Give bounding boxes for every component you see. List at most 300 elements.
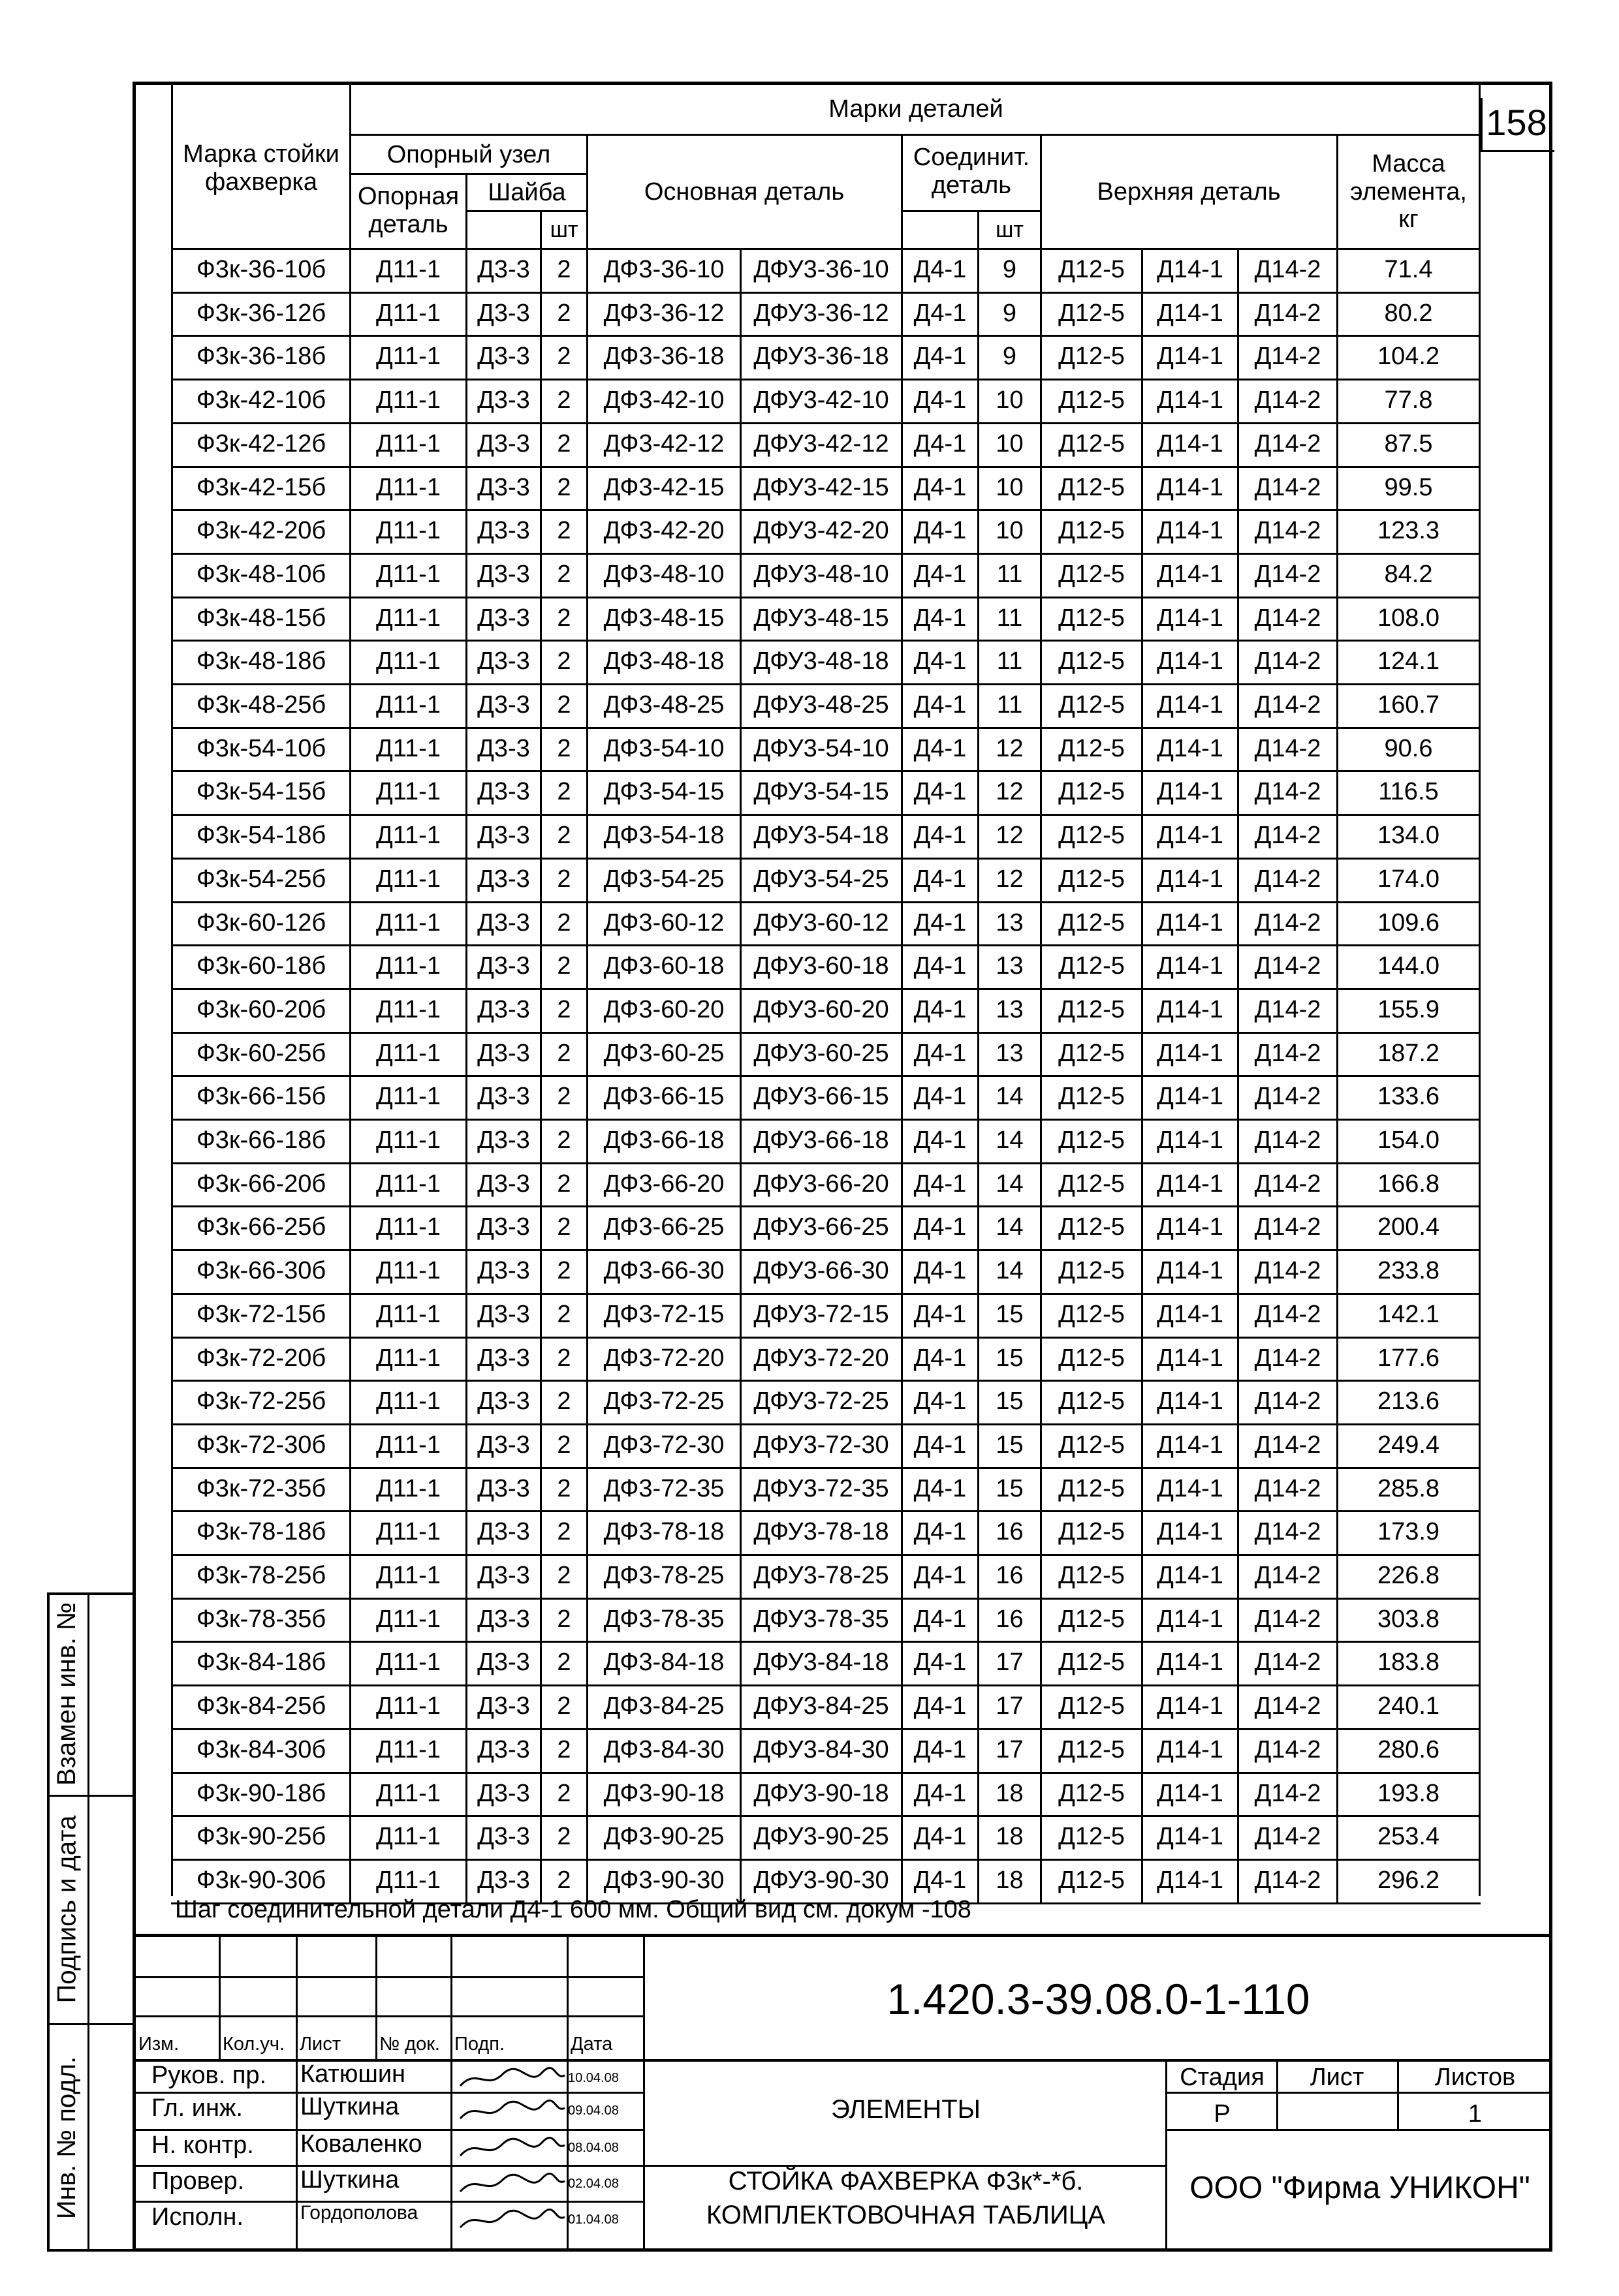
cell-main-part-u: ДФУ3-78-18 <box>753 1517 889 1545</box>
cell-washer: Д3-3 <box>477 1648 530 1676</box>
cell-stand-mark: Ф3к-72-15б <box>196 1300 326 1328</box>
cell-main-part-u: ДФУ3-72-20 <box>753 1344 889 1372</box>
cell-support-part: Д11-1 <box>376 865 441 893</box>
cell-main-part: ДФ3-60-12 <box>603 908 725 937</box>
cell-stand-mark: Ф3к-60-25б <box>196 1039 326 1067</box>
cell-support-part: Д11-1 <box>376 1213 441 1241</box>
cell-top-part-3: Д14-2 <box>1254 299 1321 327</box>
cell-main-part-u: ДФУ3-36-18 <box>753 342 889 370</box>
cell-support-part: Д11-1 <box>376 908 441 937</box>
cell-stand-mark: Ф3к-72-25б <box>196 1387 326 1415</box>
cell-washer: Д3-3 <box>477 1474 530 1502</box>
cell-connector: Д4-1 <box>913 1039 967 1067</box>
tb-vline <box>219 1935 221 2059</box>
cell-washer: Д3-3 <box>477 1170 530 1198</box>
cell-connector-qty: 18 <box>996 1866 1024 1894</box>
cell-top-part-1: Д12-5 <box>1058 777 1125 805</box>
cell-top-part-1: Д12-5 <box>1058 560 1125 588</box>
cell-top-part-1: Д12-5 <box>1058 1648 1125 1676</box>
cell-stand-mark: Ф3к-66-15б <box>196 1082 326 1110</box>
tb-date: 09.04.08 <box>568 2103 619 2118</box>
cell-support-part: Д11-1 <box>376 1170 441 1198</box>
cell-main-part-u: ДФУ3-84-18 <box>753 1648 889 1676</box>
tb-top-line <box>134 1934 1551 1937</box>
tb-date: 08.04.08 <box>568 2141 619 2155</box>
cell-connector: Д4-1 <box>913 1692 967 1720</box>
cell-washer: Д3-3 <box>477 1822 530 1850</box>
cell-stand-mark: Ф3к-54-10б <box>196 734 326 762</box>
cell-connector-qty: 13 <box>996 995 1024 1023</box>
cell-mass: 296.2 <box>1377 1866 1440 1894</box>
cell-connector: Д4-1 <box>913 865 967 893</box>
cell-washer-qty: 2 <box>557 1735 571 1763</box>
cell-connector-qty: 12 <box>996 821 1024 849</box>
cell-top-part-3: Д14-2 <box>1254 1126 1321 1154</box>
cell-top-part-1: Д12-5 <box>1058 1344 1125 1372</box>
cell-washer: Д3-3 <box>477 516 530 544</box>
cell-support-part: Д11-1 <box>376 1822 441 1850</box>
cell-main-part: ДФ3-48-18 <box>603 647 725 675</box>
hdr-line <box>903 210 1041 212</box>
cell-stand-mark: Ф3к-66-25б <box>196 1213 326 1241</box>
tb-name: Гордополова <box>300 2202 418 2224</box>
header-main-part: Основная деталь <box>644 178 845 206</box>
cell-washer-qty: 2 <box>557 1561 571 1589</box>
cell-mass: 104.2 <box>1377 342 1440 370</box>
header-stand-mark: Марка стойки фахверка <box>183 140 339 196</box>
cell-connector: Д4-1 <box>913 473 967 501</box>
cell-mass: 142.1 <box>1377 1300 1440 1328</box>
cell-connector: Д4-1 <box>913 1866 967 1894</box>
cell-connector-qty: 15 <box>996 1431 1024 1459</box>
cell-connector: Д4-1 <box>913 821 967 849</box>
cell-connector-qty: 11 <box>996 690 1023 719</box>
cell-main-part: ДФ3-36-10 <box>603 255 725 283</box>
hdr-line <box>467 210 588 212</box>
cell-washer-qty: 2 <box>557 1170 571 1198</box>
cell-connector: Д4-1 <box>913 1256 967 1284</box>
cell-main-part-u: ДФУ3-36-10 <box>753 255 889 283</box>
cell-top-part-2: Д14-1 <box>1157 734 1223 762</box>
cell-main-part-u: ДФУ3-54-25 <box>753 865 889 893</box>
header-mass: Масса элемента, кг <box>1350 150 1467 234</box>
cell-connector-qty: 15 <box>996 1387 1024 1415</box>
tb-col-header: Изм. <box>138 2034 180 2055</box>
cell-main-part: ДФ3-36-18 <box>603 342 725 370</box>
cell-top-part-1: Д12-5 <box>1058 1517 1125 1545</box>
cell-main-part: ДФ3-72-30 <box>603 1431 725 1459</box>
cell-top-part-2: Д14-1 <box>1157 1822 1223 1850</box>
tb-date: 02.04.08 <box>568 2177 619 2191</box>
cell-connector: Д4-1 <box>913 777 967 805</box>
cell-top-part-3: Д14-2 <box>1254 1213 1321 1241</box>
cell-top-part-1: Д12-5 <box>1058 516 1125 544</box>
cell-top-part-1: Д12-5 <box>1058 1387 1125 1415</box>
cell-connector-qty: 15 <box>996 1474 1024 1502</box>
cell-top-part-3: Д14-2 <box>1254 560 1321 588</box>
cell-connector: Д4-1 <box>913 952 967 980</box>
cell-washer-qty: 2 <box>557 865 571 893</box>
cell-stand-mark: Ф3к-42-10б <box>196 386 326 414</box>
cell-washer-qty: 2 <box>557 908 571 937</box>
cell-stand-mark: Ф3к-60-18б <box>196 952 326 980</box>
header-connector: Соединит. деталь <box>913 144 1030 199</box>
cell-main-part: ДФ3-84-25 <box>603 1692 725 1720</box>
cell-top-part-3: Д14-2 <box>1254 1300 1321 1328</box>
cell-connector-qty: 11 <box>996 604 1023 632</box>
cell-top-part-2: Д14-1 <box>1157 908 1223 937</box>
cell-top-part-2: Д14-1 <box>1157 647 1223 675</box>
cell-washer-qty: 2 <box>557 1039 571 1067</box>
tb-vline <box>296 1935 298 2059</box>
cell-top-part-3: Д14-2 <box>1254 1779 1321 1807</box>
cell-connector: Д4-1 <box>913 1170 967 1198</box>
cell-stand-mark: Ф3к-54-25б <box>196 865 326 893</box>
cell-connector: Д4-1 <box>913 1561 967 1589</box>
hdr-vline <box>1479 85 1481 1896</box>
cell-top-part-2: Д14-1 <box>1157 1213 1223 1241</box>
cell-mass: 71.4 <box>1384 255 1433 283</box>
cell-main-part-u: ДФУ3-60-18 <box>753 952 889 980</box>
cell-connector: Д4-1 <box>913 560 967 588</box>
cell-top-part-3: Д14-2 <box>1254 1387 1321 1415</box>
cell-washer-qty: 2 <box>557 473 571 501</box>
cell-support-part: Д11-1 <box>376 299 441 327</box>
cell-connector-qty: 10 <box>996 386 1024 414</box>
cell-washer-qty: 2 <box>557 299 571 327</box>
company-name: ООО "Фирма УНИКОН" <box>1189 2171 1530 2205</box>
cell-support-part: Д11-1 <box>376 1344 441 1372</box>
cell-connector: Д4-1 <box>913 1822 967 1850</box>
cell-stand-mark: Ф3к-42-12б <box>196 429 326 458</box>
cell-connector: Д4-1 <box>913 386 967 414</box>
cell-support-part: Д11-1 <box>376 690 441 719</box>
cell-mass: 90.6 <box>1384 734 1433 762</box>
cell-washer: Д3-3 <box>477 1735 530 1763</box>
cell-mass: 84.2 <box>1384 560 1433 588</box>
cell-mass: 77.8 <box>1384 386 1433 414</box>
cell-stand-mark: Ф3к-36-18б <box>196 342 326 370</box>
cell-connector: Д4-1 <box>913 647 967 675</box>
cell-washer: Д3-3 <box>477 1213 530 1241</box>
cell-washer: Д3-3 <box>477 1256 530 1284</box>
cell-main-part: ДФ3-42-15 <box>603 473 725 501</box>
cell-washer: Д3-3 <box>477 647 530 675</box>
cell-main-part-u: ДФУ3-48-10 <box>753 560 889 588</box>
tb-line <box>1165 2092 1552 2094</box>
cell-top-part-1: Д12-5 <box>1058 1126 1125 1154</box>
cell-top-part-1: Д12-5 <box>1058 865 1125 893</box>
cell-mass: 144.0 <box>1377 952 1440 980</box>
cell-washer: Д3-3 <box>477 1039 530 1067</box>
hdr-line <box>351 134 1481 136</box>
cell-connector: Д4-1 <box>913 1126 967 1154</box>
cell-top-part-2: Д14-1 <box>1157 952 1223 980</box>
cell-washer-qty: 2 <box>557 255 571 283</box>
cell-connector-qty: 15 <box>996 1300 1024 1328</box>
cell-main-part-u: ДФУ3-48-18 <box>753 647 889 675</box>
cell-washer: Д3-3 <box>477 1387 530 1415</box>
cell-connector-qty: 18 <box>996 1822 1024 1850</box>
cell-support-part: Д11-1 <box>376 1779 441 1807</box>
cell-connector: Д4-1 <box>913 255 967 283</box>
cell-top-part-1: Д12-5 <box>1058 1822 1125 1850</box>
cell-washer: Д3-3 <box>477 1126 530 1154</box>
tb-name: Шуткина <box>300 2093 400 2120</box>
cell-connector-qty: 9 <box>1002 255 1017 283</box>
cell-washer-qty: 2 <box>557 604 571 632</box>
cell-top-part-2: Д14-1 <box>1157 604 1223 632</box>
cell-connector-qty: 14 <box>996 1126 1024 1154</box>
cell-washer: Д3-3 <box>477 604 530 632</box>
cell-washer-qty: 2 <box>557 1605 571 1633</box>
cell-washer: Д3-3 <box>477 908 530 937</box>
cell-mass: 133.6 <box>1377 1082 1440 1110</box>
cell-top-part-1: Д12-5 <box>1058 908 1125 937</box>
cell-connector-qty: 11 <box>996 560 1023 588</box>
cell-support-part: Д11-1 <box>376 429 441 458</box>
cell-washer-qty: 2 <box>557 647 571 675</box>
cell-mass: 240.1 <box>1377 1692 1440 1720</box>
cell-top-part-2: Д14-1 <box>1157 690 1223 719</box>
cell-washer: Д3-3 <box>477 821 530 849</box>
cell-main-part: ДФ3-90-25 <box>603 1822 725 1850</box>
tb-date: 01.04.08 <box>568 2212 619 2227</box>
cell-support-part: Д11-1 <box>376 1517 441 1545</box>
cell-top-part-2: Д14-1 <box>1157 1779 1223 1807</box>
cell-main-part: ДФ3-66-18 <box>603 1126 725 1154</box>
cell-connector: Д4-1 <box>913 1735 967 1763</box>
cell-washer: Д3-3 <box>477 1344 530 1372</box>
elements-title: ЭЛЕМЕНТЫ <box>830 2095 981 2124</box>
tb-col-header: Лист <box>300 2034 341 2055</box>
cell-connector: Д4-1 <box>913 1300 967 1328</box>
signature-image <box>457 2061 568 2094</box>
tb-role: Исполн. <box>151 2203 244 2231</box>
cell-washer-qty: 2 <box>557 1126 571 1154</box>
cell-top-part-3: Д14-2 <box>1254 255 1321 283</box>
cell-connector: Д4-1 <box>913 1213 967 1241</box>
cell-main-part: ДФ3-54-18 <box>603 821 725 849</box>
cell-top-part-2: Д14-1 <box>1157 1692 1223 1720</box>
cell-mass: 154.0 <box>1377 1126 1440 1154</box>
cell-main-part-u: ДФУ3-42-10 <box>753 386 889 414</box>
cell-top-part-3: Д14-2 <box>1254 1605 1321 1633</box>
cell-connector-qty: 11 <box>996 647 1023 675</box>
cell-main-part: ДФ3-36-12 <box>603 299 725 327</box>
cell-washer-qty: 2 <box>557 1431 571 1459</box>
cell-top-part-3: Д14-2 <box>1254 473 1321 501</box>
cell-stand-mark: Ф3к-90-25б <box>196 1822 326 1850</box>
hdr-vline <box>540 210 542 248</box>
cell-main-part: ДФ3-48-10 <box>603 560 725 588</box>
cell-washer-qty: 2 <box>557 1779 571 1807</box>
cell-top-part-3: Д14-2 <box>1254 1256 1321 1284</box>
cell-washer-qty: 2 <box>557 429 571 458</box>
header-support-node: Опорный узел <box>386 140 551 168</box>
cell-main-part: ДФ3-66-15 <box>603 1082 725 1110</box>
cell-top-part-3: Д14-2 <box>1254 604 1321 632</box>
cell-top-part-2: Д14-1 <box>1157 1344 1223 1372</box>
cell-connector: Д4-1 <box>913 1779 967 1807</box>
cell-washer-qty: 2 <box>557 560 571 588</box>
cell-main-part-u: ДФУ3-72-30 <box>753 1431 889 1459</box>
cell-main-part: ДФ3-90-30 <box>603 1866 725 1894</box>
cell-main-part: ДФ3-48-25 <box>603 690 725 719</box>
cell-top-part-2: Д14-1 <box>1157 865 1223 893</box>
cell-main-part-u: ДФУ3-78-25 <box>753 1561 889 1589</box>
cell-stand-mark: Ф3к-54-15б <box>196 777 326 805</box>
cell-connector: Д4-1 <box>913 1648 967 1676</box>
cell-connector: Д4-1 <box>913 995 967 1023</box>
cell-washer: Д3-3 <box>477 952 530 980</box>
cell-top-part-3: Д14-2 <box>1254 821 1321 849</box>
cell-top-part-1: Д12-5 <box>1058 1692 1125 1720</box>
cell-connector: Д4-1 <box>913 604 967 632</box>
cell-washer: Д3-3 <box>477 1561 530 1589</box>
tb-vline <box>450 2059 452 2248</box>
cell-connector: Д4-1 <box>913 429 967 458</box>
cell-mass: 123.3 <box>1377 516 1440 544</box>
cell-top-part-1: Д12-5 <box>1058 1300 1125 1328</box>
cell-support-part: Д11-1 <box>376 516 441 544</box>
cell-stand-mark: Ф3к-48-10б <box>196 560 326 588</box>
cell-top-part-2: Д14-1 <box>1157 1648 1223 1676</box>
cell-main-part: ДФ3-60-18 <box>603 952 725 980</box>
cell-mass: 155.9 <box>1377 995 1440 1023</box>
cell-connector-qty: 13 <box>996 952 1024 980</box>
signature-image <box>457 2094 568 2126</box>
cell-top-part-1: Д12-5 <box>1058 1256 1125 1284</box>
cell-main-part-u: ДФУ3-48-25 <box>753 690 889 719</box>
header-pcs: шт <box>550 217 578 243</box>
cell-top-part-3: Д14-2 <box>1254 1561 1321 1589</box>
cell-washer-qty: 2 <box>557 1213 571 1241</box>
cell-stand-mark: Ф3к-66-30б <box>196 1256 326 1284</box>
cell-main-part-u: ДФУ3-54-15 <box>753 777 889 805</box>
cell-top-part-1: Д12-5 <box>1058 1039 1125 1067</box>
cell-connector-qty: 13 <box>996 908 1024 937</box>
cell-main-part: ДФ3-54-25 <box>603 865 725 893</box>
cell-connector: Д4-1 <box>913 299 967 327</box>
cell-main-part-u: ДФУ3-60-12 <box>753 908 889 937</box>
cell-top-part-1: Д12-5 <box>1058 1605 1125 1633</box>
cell-top-part-1: Д12-5 <box>1058 429 1125 458</box>
cell-mass: 233.8 <box>1377 1256 1440 1284</box>
cell-stand-mark: Ф3к-78-18б <box>196 1517 326 1545</box>
cell-top-part-1: Д12-5 <box>1058 1561 1125 1589</box>
cell-main-part: ДФ3-78-18 <box>603 1517 725 1545</box>
cell-support-part: Д11-1 <box>376 560 441 588</box>
cell-top-part-3: Д14-2 <box>1254 1866 1321 1894</box>
cell-top-part-3: Д14-2 <box>1254 1735 1321 1763</box>
tb-vline <box>1165 2059 1167 2248</box>
cell-top-part-3: Д14-2 <box>1254 734 1321 762</box>
stage-label: Стадия <box>1180 2064 1265 2091</box>
cell-washer: Д3-3 <box>477 734 530 762</box>
header-part-marks: Марки деталей <box>828 95 1003 123</box>
cell-support-part: Д11-1 <box>376 473 441 501</box>
cell-top-part-2: Д14-1 <box>1157 1300 1223 1328</box>
cell-washer-qty: 2 <box>557 1692 571 1720</box>
cell-main-part: ДФ3-42-10 <box>603 386 725 414</box>
cell-main-part-u: ДФУ3-72-35 <box>753 1474 889 1502</box>
cell-top-part-2: Д14-1 <box>1157 429 1223 458</box>
cell-connector: Д4-1 <box>913 1082 967 1110</box>
cell-top-part-1: Д12-5 <box>1058 604 1125 632</box>
cell-washer-qty: 2 <box>557 952 571 980</box>
cell-washer: Д3-3 <box>477 473 530 501</box>
cell-top-part-1: Д12-5 <box>1058 473 1125 501</box>
cell-support-part: Д11-1 <box>376 1126 441 1154</box>
cell-mass: 108.0 <box>1377 604 1440 632</box>
cell-main-part-u: ДФУ3-90-30 <box>753 1866 889 1894</box>
cell-top-part-3: Д14-2 <box>1254 777 1321 805</box>
cell-top-part-3: Д14-2 <box>1254 1039 1321 1067</box>
tb-date: 10.04.08 <box>568 2071 619 2085</box>
cell-connector-qty: 14 <box>996 1170 1024 1198</box>
cell-connector: Д4-1 <box>913 1517 967 1545</box>
cell-support-part: Д11-1 <box>376 734 441 762</box>
cell-top-part-2: Д14-1 <box>1157 1474 1223 1502</box>
cell-top-part-1: Д12-5 <box>1058 1431 1125 1459</box>
cell-top-part-2: Д14-1 <box>1157 473 1223 501</box>
cell-connector-qty: 16 <box>996 1517 1024 1545</box>
doc-title-line2: КОМПЛЕКТОВОЧНАЯ ТАБЛИЦА <box>706 2201 1106 2229</box>
cell-washer-qty: 2 <box>557 1517 571 1545</box>
cell-mass: 173.9 <box>1377 1517 1440 1545</box>
cell-connector: Д4-1 <box>913 1387 967 1415</box>
cell-top-part-1: Д12-5 <box>1058 1474 1125 1502</box>
signature-image <box>457 2167 568 2199</box>
hdr-vline <box>1040 134 1042 248</box>
cell-washer: Д3-3 <box>477 386 530 414</box>
cell-top-part-2: Д14-1 <box>1157 1082 1223 1110</box>
cell-support-part: Д11-1 <box>376 255 441 283</box>
cell-stand-mark: Ф3к-90-30б <box>196 1866 326 1894</box>
cell-mass: 109.6 <box>1377 908 1440 937</box>
cell-stand-mark: Ф3к-90-18б <box>196 1779 326 1807</box>
cell-connector-qty: 9 <box>1002 299 1017 327</box>
cell-mass: 160.7 <box>1377 690 1440 719</box>
cell-mass: 253.4 <box>1377 1822 1440 1850</box>
cell-mass: 134.0 <box>1377 821 1440 849</box>
cell-connector-qty: 17 <box>996 1692 1024 1720</box>
hdr-vline <box>901 134 903 248</box>
cell-top-part-3: Д14-2 <box>1254 1344 1321 1372</box>
cell-stand-mark: Ф3к-36-12б <box>196 299 326 327</box>
cell-main-part: ДФ3-66-25 <box>603 1213 725 1241</box>
cell-washer: Д3-3 <box>477 865 530 893</box>
cell-washer-qty: 2 <box>557 1822 571 1850</box>
cell-main-part-u: ДФУ3-66-15 <box>753 1082 889 1110</box>
header-top-part: Верхняя деталь <box>1097 178 1281 206</box>
cell-washer: Д3-3 <box>477 429 530 458</box>
tb-role: Гл. инж. <box>151 2094 243 2122</box>
cell-top-part-3: Д14-2 <box>1254 1822 1321 1850</box>
cell-washer-qty: 2 <box>557 1648 571 1676</box>
cell-top-part-2: Д14-1 <box>1157 255 1223 283</box>
cell-washer: Д3-3 <box>477 777 530 805</box>
cell-main-part: ДФ3-78-35 <box>603 1605 725 1633</box>
cell-washer-qty: 2 <box>557 734 571 762</box>
cell-mass: 99.5 <box>1384 473 1433 501</box>
cell-top-part-3: Д14-2 <box>1254 1648 1321 1676</box>
cell-washer: Д3-3 <box>477 1692 530 1720</box>
cell-support-part: Д11-1 <box>376 1431 441 1459</box>
signature-image <box>457 2131 568 2164</box>
cell-main-part: ДФ3-42-20 <box>603 516 725 544</box>
